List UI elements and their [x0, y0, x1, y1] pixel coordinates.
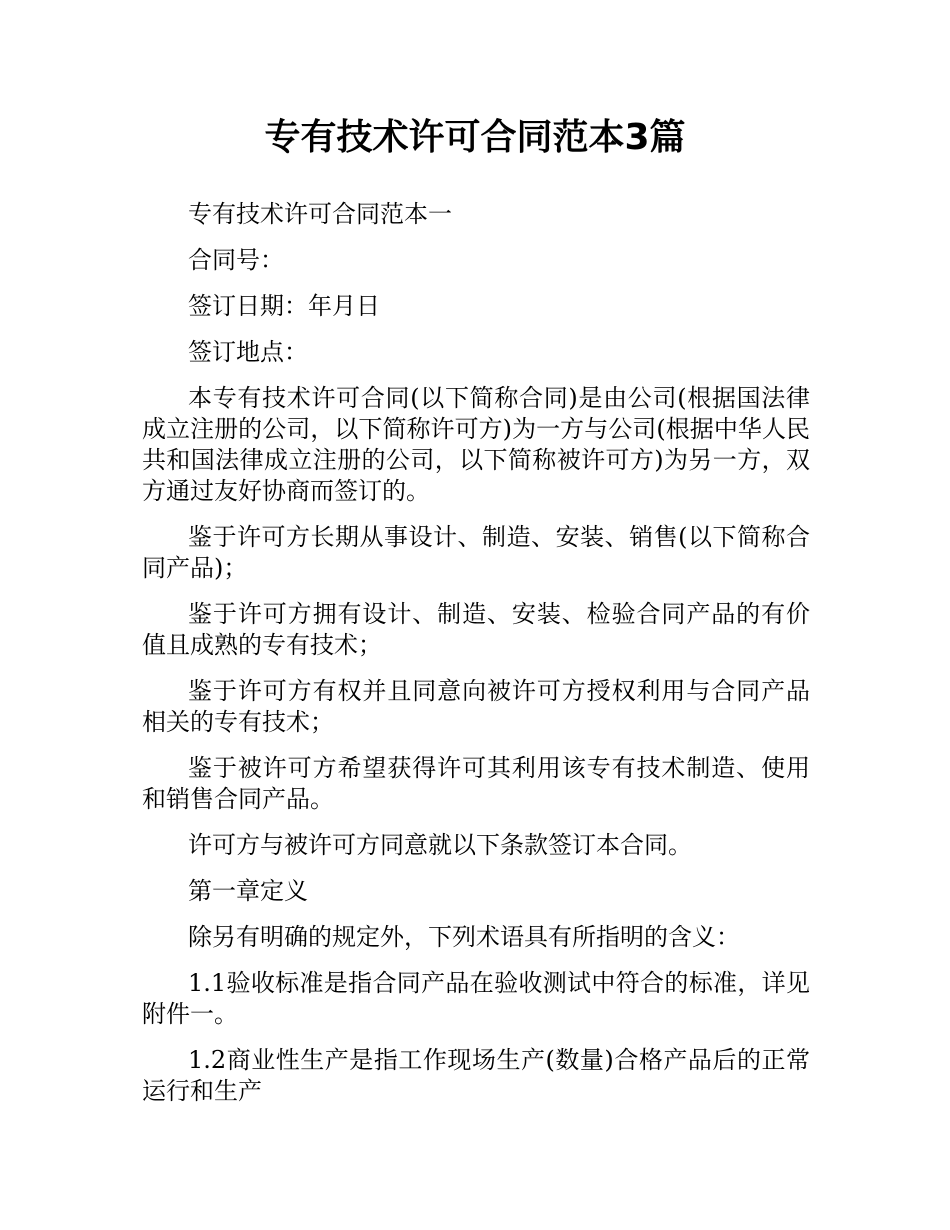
document-body: [142, 199, 810, 1122]
paragraph-definition-1-1: 1.1验收标准是指合同产品在验收测试中符合的标准，详见附件一。: [142, 969, 810, 1028]
paragraph-agreement: 许可方与被许可方同意就以下条款签订本合同。: [188, 831, 692, 859]
document-title: 专有技术许可合同范本3篇: [264, 117, 686, 158]
paragraph-subtitle: 专有技术许可合同范本一: [188, 200, 452, 228]
paragraph-signing-date: 签订日期：年月日: [188, 292, 380, 320]
paragraph-signing-place: 签订地点：: [188, 338, 308, 366]
paragraph-recital-1: 鉴于许可方长期从事设计、制造、安装、销售(以下简称合同产品)；: [142, 523, 810, 582]
paragraph-recital-4: 鉴于被许可方希望获得许可其利用该专有技术制造、使用和销售合同产品。: [142, 754, 810, 813]
paragraph-preamble: 本专有技术许可合同(以下简称合同)是由公司(根据国法律成立注册的公司，以下简称许可方)为一方与公司(根据中华人民共和国法律成立注册的公司，以下简称被许可方)为另一方，双方通过友好协商而签订的。: [142, 384, 810, 505]
paragraph-definitions-intro: 除另有明确的规定外，下列术语具有所指明的含义：: [188, 923, 740, 951]
paragraph-definition-1-2: 1.2商业性生产是指工作现场生产(数量)合格产品后的正常运行和生产: [142, 1046, 810, 1105]
paragraph-contract-number: 合同号：: [188, 246, 284, 274]
paragraph-recital-3: 鉴于许可方有权并且同意向被许可方授权利用与合同产品相关的专有技术；: [142, 677, 810, 736]
chapter-heading: 第一章定义: [188, 877, 308, 905]
paragraph-recital-2: 鉴于许可方拥有设计、制造、安装、检验合同产品的有价值且成熟的专有技术；: [142, 600, 810, 659]
